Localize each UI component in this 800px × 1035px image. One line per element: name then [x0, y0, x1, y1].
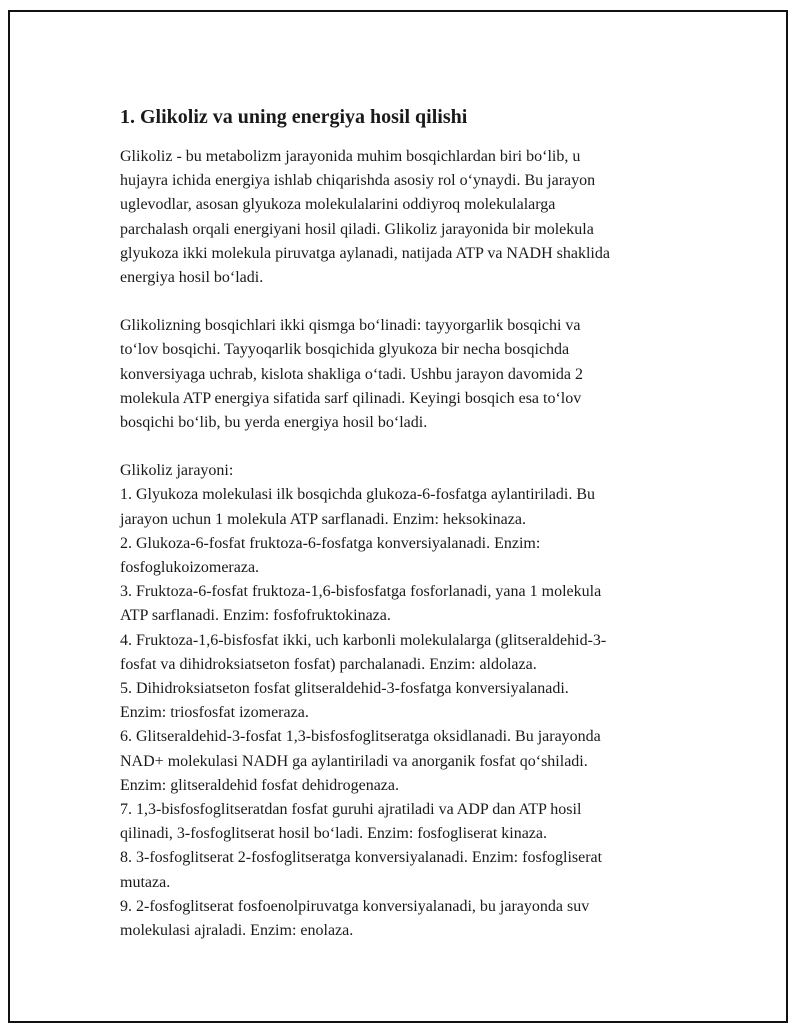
- text-line: Glikoliz - bu metabolizm jarayonida muhim bosqichlardan biri bo‘lib, u: [120, 148, 581, 165]
- text-line: NAD+ molekulasi NADH ga aylantiriladi va anorganik fosfat qo‘shiladi.: [120, 752, 588, 770]
- text-line: konversiyaga uchrab, kislota shakliga o‘tadi. Ushbu jarayon davomida 2: [120, 365, 583, 383]
- paragraph-2: [120, 314, 700, 435]
- document-content: [120, 104, 700, 967]
- text-line: mutaza.: [120, 873, 171, 891]
- text-line: to‘lov bosqichi. Tayyoqarlik bosqichida glyukoza bir necha bosqichda: [120, 341, 570, 359]
- text-line: 3. Fruktoza-6-fosfat fruktoza-1,6-bisfosfatga fosforlanadi, yana 1 molekula: [120, 583, 602, 601]
- text-line: 6. Glitseraldehid-3-fosfat 1,3-bisfosfoglitseratga oksidlanadi. Bu jarayonda: [120, 728, 601, 746]
- text-line: Enzim: glitseraldehid fosfat dehidrogenaza.: [120, 776, 400, 794]
- text-line: uglevodlar, asosan glyukoza molekulalarini oddiyroq molekulalarga: [120, 196, 556, 214]
- text-line: 4. Fruktoza-1,6-bisfosfat ikki, uch karbonli molekulalarga (glitseraldehid-3-: [120, 631, 607, 649]
- text-line: 1. Glyukoza molekulasi ilk bosqichda glukoza-6-fosfatga aylantiriladi. Bu: [120, 486, 595, 504]
- text-line: Glikolizning bosqichlari ikki qismga bo‘linadi: tayyorgarlik bosqichi va: [120, 317, 581, 335]
- page-frame: [8, 10, 788, 1023]
- text-line: ATP sarflanadi. Enzim: fosfofruktokinaza.: [120, 607, 391, 625]
- text-line: parchalash orqali energiyani hosil qiladi. Glikoliz jarayonida bir molekula: [120, 220, 594, 238]
- document-title: 1. Glikoliz va uning energiya hosil qilishi: [120, 106, 468, 128]
- text-line: fosfat va dihidroksiatseton fosfat) parchalanadi. Enzim: aldolaza.: [120, 655, 537, 673]
- text-line: Glikoliz jarayoni:: [120, 462, 234, 480]
- paragraph-1: [120, 145, 700, 290]
- text-line: hujayra ichida energiya ishlab chiqarishda asosiy rol o‘ynaydi. Bu jarayon: [120, 172, 596, 190]
- text-line: molekulasi ajraladi. Enzim: enolaza.: [120, 922, 354, 940]
- text-line: bosqichi bo‘lib, bu yerda energiya hosil bo‘ladi.: [120, 414, 428, 432]
- text-line: fosfoglukoizomeraza.: [120, 559, 260, 577]
- text-line: 5. Dihidroksiatseton fosfat glitseraldehid-3-fosfatga konversiyalanadi.: [120, 680, 569, 698]
- text-line: 9. 2-fosfoglitserat fosfoenolpiruvatga konversiyalanadi, bu jarayonda suv: [120, 897, 590, 915]
- text-line: 7. 1,3-bisfosfoglitseratdan fosfat guruhi ajratiladi va ADP dan ATP hosil: [120, 801, 582, 819]
- text-line: Enzim: triosfosfat izomeraza.: [120, 704, 309, 722]
- text-line: 8. 3-fosfoglitserat 2-fosfoglitseratga konversiyalanadi. Enzim: fosfogliserat: [120, 849, 603, 867]
- text-line: qilinadi, 3-fosfoglitserat hosil bo‘ladi. Enzim: fosfogliserat kinaza.: [120, 825, 548, 843]
- text-line: jarayon uchun 1 molekula ATP sarflanadi. Enzim: heksokinaza.: [120, 510, 526, 528]
- text-line: molekula ATP energiya sifatida sarf qilinadi. Keyingi bosqich esa to‘lov: [120, 389, 582, 407]
- text-line: energiya hosil bo‘ladi.: [120, 269, 264, 287]
- text-line: glyukoza ikki molekula piruvatga aylanadi, natijada ATP va NADH shaklida: [120, 244, 610, 262]
- paragraph-3: [120, 459, 700, 943]
- text-line: 2. Glukoza-6-fosfat fruktoza-6-fosfatga konversiyalanadi. Enzim:: [120, 534, 541, 552]
